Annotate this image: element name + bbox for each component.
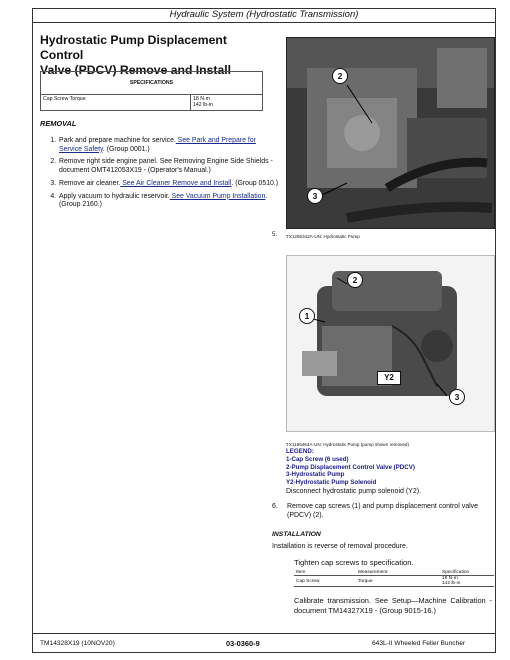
figure2-caption: TX1195464A-UN: Hydrostatic Pump (pump shown removed) [286, 442, 409, 447]
removal-step [58, 180, 280, 189]
tighten-instruction: Tighten cap screws to specification. [294, 558, 414, 567]
figure-legend [286, 448, 415, 487]
spec-value-imperial: 142 lb-in [442, 581, 461, 586]
pump-illustration [287, 256, 494, 431]
footer-doc-id: TM14328X19 (10NOV20) [40, 640, 115, 647]
install-spec-table [294, 570, 494, 587]
legend-heading: LEGEND: [286, 448, 314, 455]
spec-value-metric: 18 N·m [442, 576, 458, 581]
footer-rule [32, 633, 496, 634]
spec-header-measurement: Measurement [358, 570, 388, 575]
legend-item: 3-Hydrostatic Pump [286, 471, 345, 479]
figure1-caption: TX1265342A-UN: Hydrostatic Pump [286, 234, 360, 239]
step-text: Remove air cleaner. [59, 179, 121, 187]
callout-2: 2 [332, 68, 348, 84]
legend-item: Y2-Hydrostatic Pump Solenoid [286, 479, 377, 487]
step-text: Apply vacuum to hydraulic reservoir. [59, 192, 170, 200]
spec-header-specification: Specification [442, 570, 470, 575]
spec-row-label: Cap Screw Torque [41, 95, 191, 111]
legend-item: 2-Pump Displacement Control Valve (PDCV) [286, 463, 415, 471]
callout-1: 1 [299, 308, 315, 324]
removal-heading: REMOVAL [40, 119, 77, 128]
callout-3: 3 [307, 188, 323, 204]
step-tail: . (Group 0001.) [102, 145, 150, 153]
link-air-cleaner[interactable]: See Air Cleaner Remove and Install [120, 179, 232, 187]
spec-row-value [191, 95, 263, 111]
link-vacuum-pump[interactable]: See Vacuum Pump Installation [169, 192, 266, 200]
removal-step [58, 137, 280, 154]
link-park-prepare[interactable]: See Park and Prepare for Service Safety [59, 137, 256, 153]
footer-machine: 643L-II Wheeled Feller Buncher [372, 640, 466, 647]
legend-item: 1-Cap Screw (6 used) [286, 455, 349, 463]
spec-measurement: Torque [358, 578, 373, 584]
spec-item: Cap Screw [296, 578, 320, 584]
specifications-heading: SPECIFICATIONS [41, 72, 263, 95]
removal-steps [40, 137, 280, 214]
header-rule [32, 22, 496, 23]
installation-text: Installation is reverse of removal procedure. [272, 543, 408, 550]
disconnect-instruction: Disconnect hydrostatic pump solenoid (Y2). [286, 488, 422, 495]
pump-removed-photo [286, 255, 495, 432]
calibrate-instruction: Calibrate transmission. See Setup—Machine Calibration - document TM14327X19 - (Group 9015-16.) [294, 596, 492, 615]
hydrostatic-pump-photo [286, 37, 495, 229]
footer-page-number: 03-0360-9 [226, 639, 260, 648]
figure1-step-number: 5. [272, 231, 278, 238]
spec-header-item: Item [296, 570, 306, 575]
installation-heading: INSTALLATION [272, 531, 321, 538]
callout-y2: Y2 [377, 371, 401, 385]
removal-step [58, 193, 280, 210]
running-header: Hydraulic System (Hydrostatic Transmission) [169, 9, 359, 20]
specifications-table [40, 71, 263, 111]
callout-2: 2 [347, 272, 363, 288]
spec-values [440, 576, 494, 587]
step-text: Park and prepare machine for service. [59, 137, 176, 144]
title-line-1: Hydrostatic Pump Displacement Control [40, 33, 227, 62]
callout-3: 3 [449, 389, 465, 405]
title-line-2: Valve (PDCV) Remove and Install [40, 63, 232, 77]
step-tail: . (Group 0510.) [231, 179, 279, 187]
step6-text: Remove cap screws (1) and pump displacement control valve (PDCV) (2). [287, 503, 479, 519]
spec-value-metric: 18 N·m [193, 96, 211, 102]
removal-step [58, 158, 280, 175]
step-text: Remove right side engine panel. See Removing Engine Side Shields - document OMT412053X19 - (Operator's Manual.) [59, 158, 273, 175]
step6-number: 6. [272, 503, 278, 510]
spec-value-imperial: 142 lb-in [193, 102, 213, 108]
step-tail: . (Group 2160.) [59, 192, 268, 209]
